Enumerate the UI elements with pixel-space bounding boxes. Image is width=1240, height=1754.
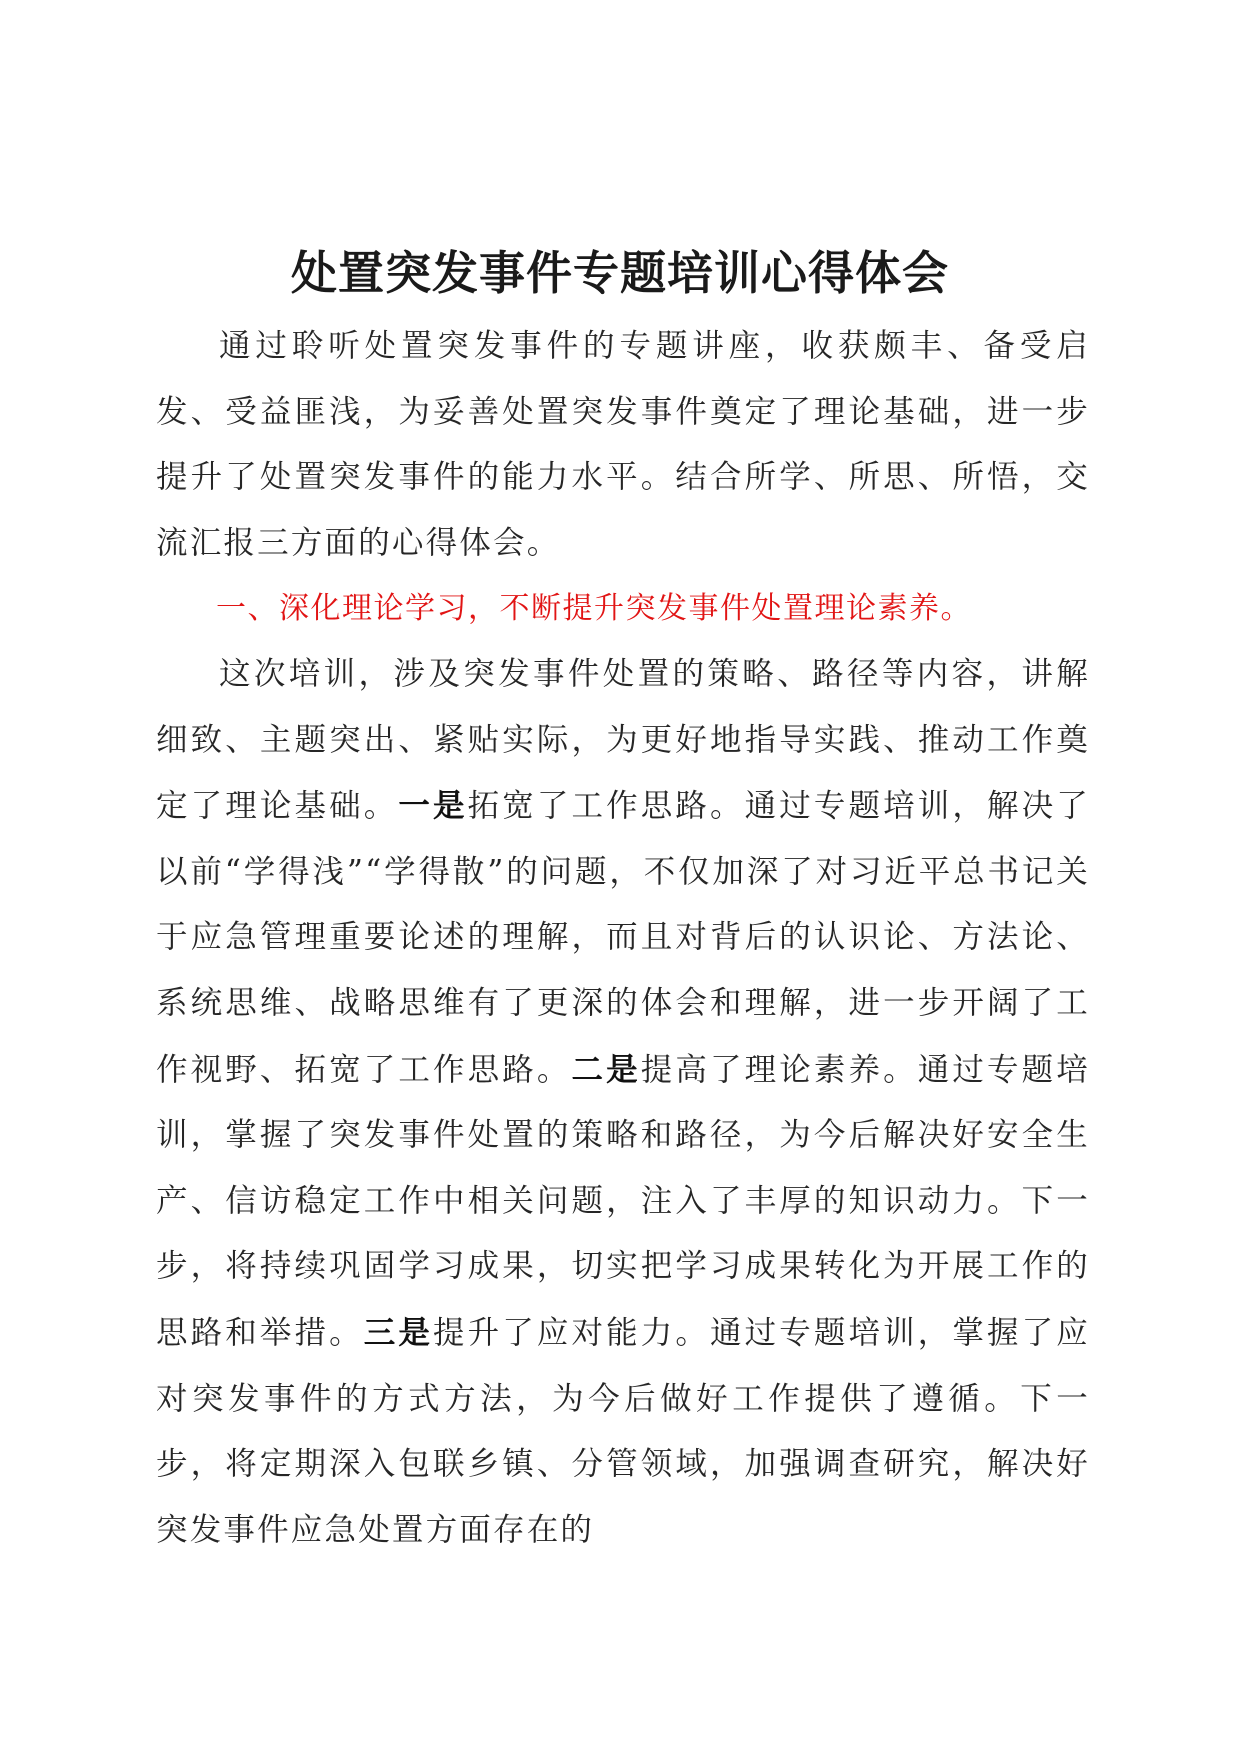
document-body [156, 314, 1090, 1563]
point-3-label: 三是 [363, 1313, 434, 1351]
section-1-lead-text: 这次培训，涉及突发事件处置的策略、路径等内容，讲解细致、主题突出、紧贴实际，为更好地指导实践、推动工作奠定了理论基础。 [156, 655, 1090, 825]
section-1-paragraph [156, 642, 1090, 1563]
point-1-text: 拓宽了工作思路。通过专题培训，解决了以前“学得浅”“学得散”的问题，不仅加深了对习近平总书记关于应急管理重要论述的理解，而且对背后的认识论、方法论、系统思维、战略思维有了更深的体会和理解，进一步开阔了工作视野、拓宽了工作思路。 [156, 788, 1091, 1088]
point-2-label: 二是 [571, 1050, 641, 1088]
point-3-text: 提升了应对能力。通过专题培训，掌握了应对突发事件的方式方法，为今后做好工作提供了遵循。下一步，将定期深入包联乡镇、分管领域，加强调查研究，解决好突发事件应急处置方面存在的 [156, 1314, 1091, 1548]
point-1-label: 一是 [398, 787, 468, 825]
intro-paragraph: 通过聆听处置突发事件的专题讲座，收获颇丰、备受启发、受益匪浅，为妥善处置突发事件奠定了理论基础，进一步提升了处置突发事件的能力水平。结合所学、所思、所悟，交流汇报三方面的心得体会。 [156, 328, 1090, 561]
document-title: 处置突发事件专题培训心得体会 [291, 245, 949, 300]
section-1-heading: 一、深化理论学习，不断提升突发事件处置理论素养。 [216, 591, 972, 627]
point-2-text: 提高了理论素养。通过专题培训，掌握了突发事件处置的策略和路径，为今后解决好安全生产、信访稳定工作中相关问题，注入了丰厚的知识动力。下一步，将持续巩固学习成果，切实把学习成果转化为开展工作的思路和举措。 [156, 1051, 1090, 1351]
